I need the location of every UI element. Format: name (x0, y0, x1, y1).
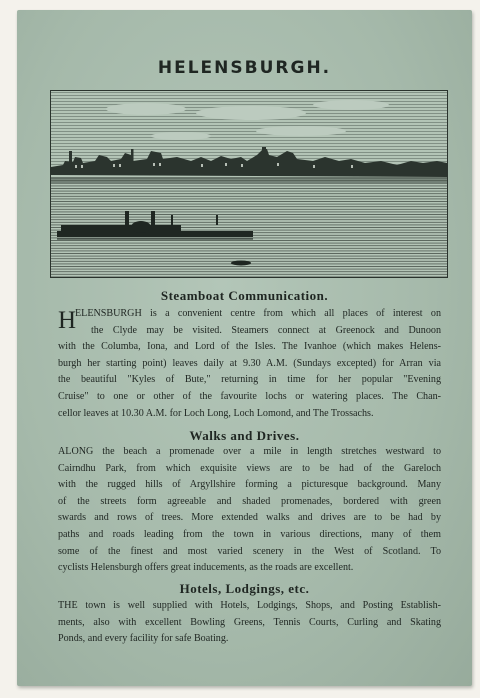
paragraph-line: cellor leaves at 10.30 A.M. for Loch Long, Loch Lomond, and The Trossachs. (58, 407, 374, 419)
paragraph-line: the beautiful "Kyles of Bute," returning in time for her popular "Evening (58, 374, 441, 386)
paragraph-line: ments, also with excellent Bowling Greens, Tennis Courts, Curling and Skating (58, 616, 441, 628)
paragraph-line: THE town is well supplied with Hotels, Lodgings, Shops, and Posting Establish- (58, 600, 441, 611)
paragraph-line: burgh her starting point) leaves daily at 9.30 A.M. (Sundays excepted) for Arran via (58, 357, 441, 369)
page-title: HELENSBURGH. (157, 58, 332, 78)
paragraph-line: some of the finest and most varied scenery in the West of Scotland. To (58, 545, 441, 557)
steamboat-paragraph (58, 306, 441, 422)
paragraph-line: ALONG the beach a promenade over a mile in length stretches westward to (58, 446, 441, 457)
section-heading-steamboat: Steamboat Communication. (160, 288, 329, 303)
section-heading-hotels: Hotels, Lodgings, etc. (179, 581, 310, 596)
harbour-engraving (50, 90, 448, 278)
paragraph-line: swards and rows of trees. More extended walks and drives are to be had by (58, 512, 441, 524)
dropcap-letter: H (58, 307, 77, 334)
walks-paragraph (58, 444, 441, 577)
page-sheet (17, 10, 472, 686)
hotels-paragraph (58, 598, 441, 648)
paragraph-line: ELENSBURGH is a convenient centre from which all places of interest on (75, 308, 441, 319)
paragraph-line: of the streets form agreeable and shaded promenades, bordered with green (58, 495, 441, 507)
paragraph-line: cyclists Helensburgh offers great inducements, as the roads are excellent. (58, 562, 354, 574)
paragraph-line: Cruise" to one or other of the favourite lochs or watering places. The Chan- (58, 390, 441, 402)
section-heading-walks: Walks and Drives. (189, 428, 300, 443)
paragraph-line: paths and roads leading from the town in various directions, many of them (58, 528, 441, 540)
paragraph-line: with the rugged hills of Argyllshire forming a picturesque background. Many (58, 479, 441, 491)
paragraph-line: the Clyde may be visited. Steamers connect at Greenock and Dunoon (91, 324, 441, 336)
paragraph-line: with the Columba, Iona, and Lord of the Isles. The Ivanhoe (which makes Helens- (58, 341, 441, 353)
paragraph-line: Ponds, and every facility for safe Boating. (58, 633, 229, 645)
paragraph-line: Cairndhu Park, from which exquisite views are to be had of the Gareloch (58, 462, 441, 474)
